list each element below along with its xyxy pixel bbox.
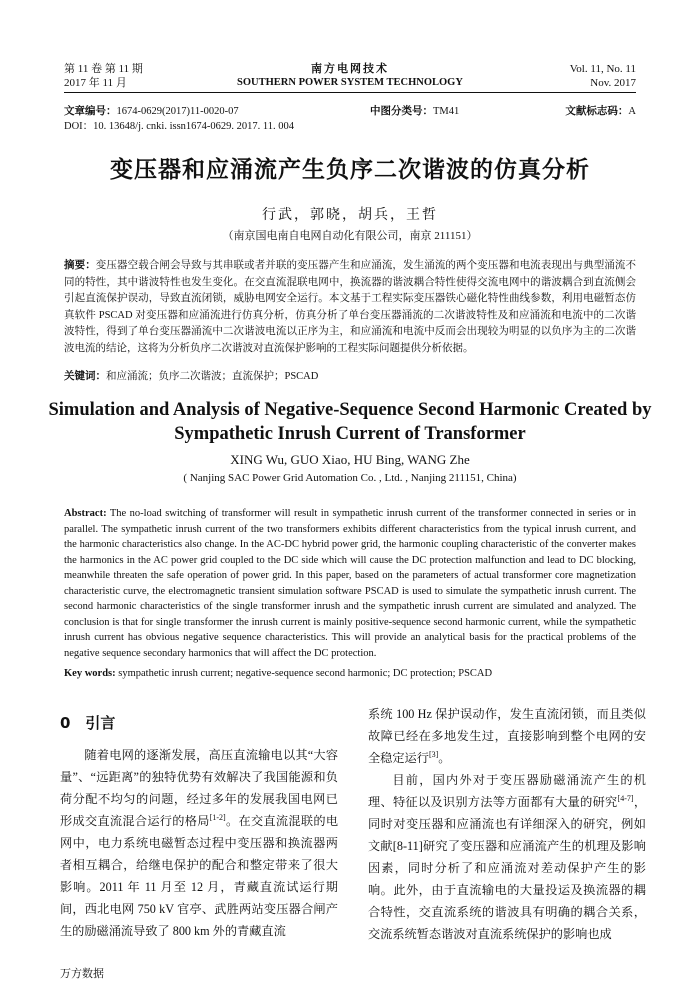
header-center: [64, 62, 636, 90]
journal-name-cn: 南方电网技术: [311, 62, 389, 75]
body-column-left: [60, 692, 338, 942]
keywords-en: [64, 666, 636, 681]
page-title: 变压器和应涌流产生负序二次谐波的仿真分析: [110, 157, 590, 183]
abstract-en: [64, 506, 636, 661]
body-paragraph-1: 随着电网的逐渐发展，高压直流输电以其“大容量”、“远距离”的独特优势有效解决了我国能源和负荷分配不均匀的问题，经过多年的发展我国电网已形成交直流混合运行的格局[1-2]。在交直流混联的电网中，电力系统电磁暂态过程中变压器和换流器两者相互耦合，给继电保护的配合和整定带来了很大影响。2011 年 11 月至 12 月，青藏直流试运行期间，西北电网 750 kV 官亭、武胜两站变压器合闸产生的励磁涌流导致了 800 km 外的青藏直流: [60, 748, 339, 938]
document-code: 文献标志码：A: [565, 105, 636, 117]
citation-ref: [1-2]: [209, 812, 226, 822]
authors-cn: 行武，郭晓，胡兵，王哲: [262, 208, 438, 223]
abstract-en-label: Abstract:: [64, 508, 107, 519]
article-number: 文章编号：1674-0629(2017)11-0020-07: [64, 105, 239, 117]
doi-line: DOI：10. 13648/j. cnki. issn1674-0629. 2017. 11. 004: [64, 121, 295, 132]
section-heading-introduction: 0 引言: [60, 714, 116, 732]
authors-en: XING Wu, GUO Xiao, HU Bing, WANG Zhe: [230, 452, 470, 467]
doi: 10. 13648/j. cnki. issn1674-0629. 2017. 11. 004: [93, 121, 295, 132]
date-cn: 2017 年 11 月: [64, 77, 127, 89]
volume-en: Vol. 11, No. 11: [569, 63, 636, 75]
abstract-cn-text: 变压器空载合闸会导致与其串联或者并联的变压器产生和应涌流，发生涌流的两个变压器和电流表现出与典型涌流不同的特性，其中谐波特性也发生变化。在交直流混联电网中，换流器的谐波耦合特性使得交流电网中的谐波耦合到直流侧会引起直流保护误动，导致直流闭锁，威胁电网安全运行。本文基于工程实际变压器铁心磁化特性曲线参数，利用电磁暂态仿真软件 PSCAD 对变压器和应涌流进行仿真分析，仿真分析了单台变压器涌流的二次谐波特性及和应涌流和电流中的二次谐波特性，得到了单台变压器涌流中二次谐波电流以正序为主，和应涌流和电流中反而会出现较为明显的以负序为主的二次谐波电流的结论，这将为分析负序二次谐波对直流保护影响的工程实际问题提供分析依据。: [64, 260, 637, 354]
running-header: [64, 62, 636, 96]
header-rule: [64, 92, 636, 93]
keywords-en-label: Key words:: [64, 668, 116, 679]
footer-watermark: 万方数据: [60, 967, 104, 980]
clc-number: 中图分类号：TM41: [370, 105, 460, 117]
abstract-en-text: The no-load switching of transformer will result in sympathetic inrush current of the transformer connected in series or in parallel. The sympathetic inrush current of the two transformers exhibits different characteristics from the typical inrush current, and the harmonic characteristics also change. In the AC-DC hybrid power grid, the harmonic coupling characteristic of the converter makes the harmonics in the AC power grid coupled to the DC side which will cause the DC protection malfunction and lead to DC blocking, meanwhile threaten the safe operation of power grid. In this paper, based on the parameters of actual transformer core magnetization characteristic curve, the electromagnetic transient simulation software PSCAD is used to simulate the sympathetic inrush current. The second harmonic characteristics of the single transformer inrush and the sympathetic inrush current are simulated and analyzed. The conclusion is that for single transformer the inrush current is mainly positive-sequence second harmonic current, while the sympathetic inrush current has obvious negative sequence characteristics. This will provide an analytical basis for the practical problems of the negative sequence secondary harmonics that will affect the DC protection.: [64, 508, 637, 659]
date-en: Nov. 2017: [590, 77, 636, 89]
keywords-cn-label: 关键词：: [64, 370, 106, 382]
keywords-cn: [64, 368, 636, 385]
citation-ref: [4-7]: [617, 793, 634, 803]
affiliation-en: ( Nanjing SAC Power Grid Automation Co. , Ltd. , Nanjing 211151, China): [183, 472, 517, 484]
citation-ref: [3]: [428, 749, 439, 759]
abstract-cn-label: 摘要：: [64, 259, 96, 271]
affiliation-cn: （南京国电南自电网自动化有限公司，南京 211151）: [222, 230, 478, 242]
body-paragraph-1-cont: 系统 100 Hz 保护误动作，发生直流闭锁，而且类似故障已经在多地发生过，直接影响到整个电网的安全稳定运行[3]。: [368, 707, 646, 765]
article-meta: [64, 104, 636, 134]
volume-cn: 第 11 卷 第 11 期: [64, 63, 143, 75]
journal-name-en: SOUTHERN POWER SYSTEM TECHNOLOGY: [237, 77, 463, 88]
body-paragraph-2: 目前，国内外对于变压器励磁涌流产生的机理、特征以及识别方法等方面都有大量的研究[4-7]，同时对变压器和应涌流也有详细深入的研究，例如文献[8-11]研究了变压器和应涌流产生的机理及影响因素，同时分析了和应涌流对差动保护产生的影响。此外，由于直流输电的大量投运及换流器的耦合特性，交直流系统的谐波具有明确的耦合关系，交流系统暂态谐波对直流系统保护的影响也成: [368, 773, 647, 941]
keywords-en-text: sympathetic inrush current; negative-sequence second harmonic; DC protection; PSCAD: [118, 668, 493, 679]
header-right: [570, 62, 636, 90]
abstract-cn: [64, 257, 636, 357]
keywords-cn-text: 和应涌流；负序二次谐波；直流保护；PSCAD: [106, 371, 319, 382]
body-column-right: [368, 703, 646, 945]
title-en: Simulation and Analysis of Negative-Sequence Second Harmonic Created by Sympathetic Inrush Current of Transformer: [48, 400, 652, 444]
